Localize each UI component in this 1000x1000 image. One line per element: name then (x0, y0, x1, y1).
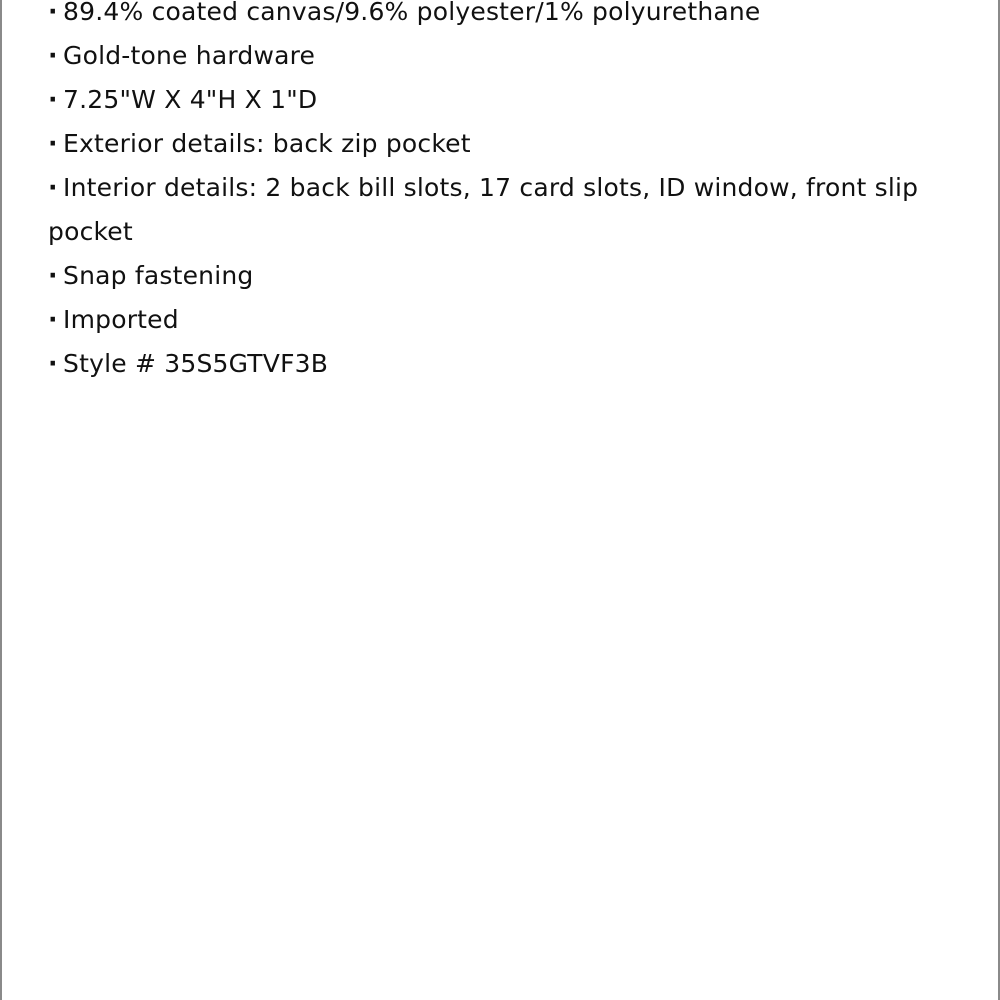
detail-item-dimensions (48, 78, 958, 122)
detail-text: Snap fastening (63, 261, 254, 290)
detail-text: Exterior details: back zip pocket (63, 129, 471, 158)
bullet-icon: · (48, 85, 58, 114)
detail-item-material (48, 0, 958, 34)
bullet-icon: · (48, 173, 58, 202)
detail-item-fastening (48, 254, 958, 298)
product-details-list (48, 0, 958, 386)
bullet-icon: · (48, 261, 58, 290)
bullet-icon: · (48, 305, 58, 334)
detail-item-exterior (48, 122, 958, 166)
detail-item-style-number (48, 342, 958, 386)
product-details-panel (2, 0, 998, 1000)
detail-text: 89.4% coated canvas/9.6% polyester/1% polyurethane (63, 0, 761, 26)
detail-text: Style # 35S5GTVF3B (63, 349, 329, 378)
detail-text: Interior details: 2 back bill slots, 17 card slots, ID window, front slip pocket (48, 173, 919, 246)
bullet-icon: · (48, 0, 58, 26)
detail-text: 7.25"W X 4"H X 1"D (63, 85, 318, 114)
detail-item-hardware (48, 34, 958, 78)
detail-item-origin (48, 298, 958, 342)
detail-text: Gold-tone hardware (63, 41, 316, 70)
bullet-icon: · (48, 41, 58, 70)
bullet-icon: · (48, 129, 58, 158)
bullet-icon: · (48, 349, 58, 378)
detail-text: Imported (63, 305, 179, 334)
detail-item-interior (48, 166, 958, 254)
